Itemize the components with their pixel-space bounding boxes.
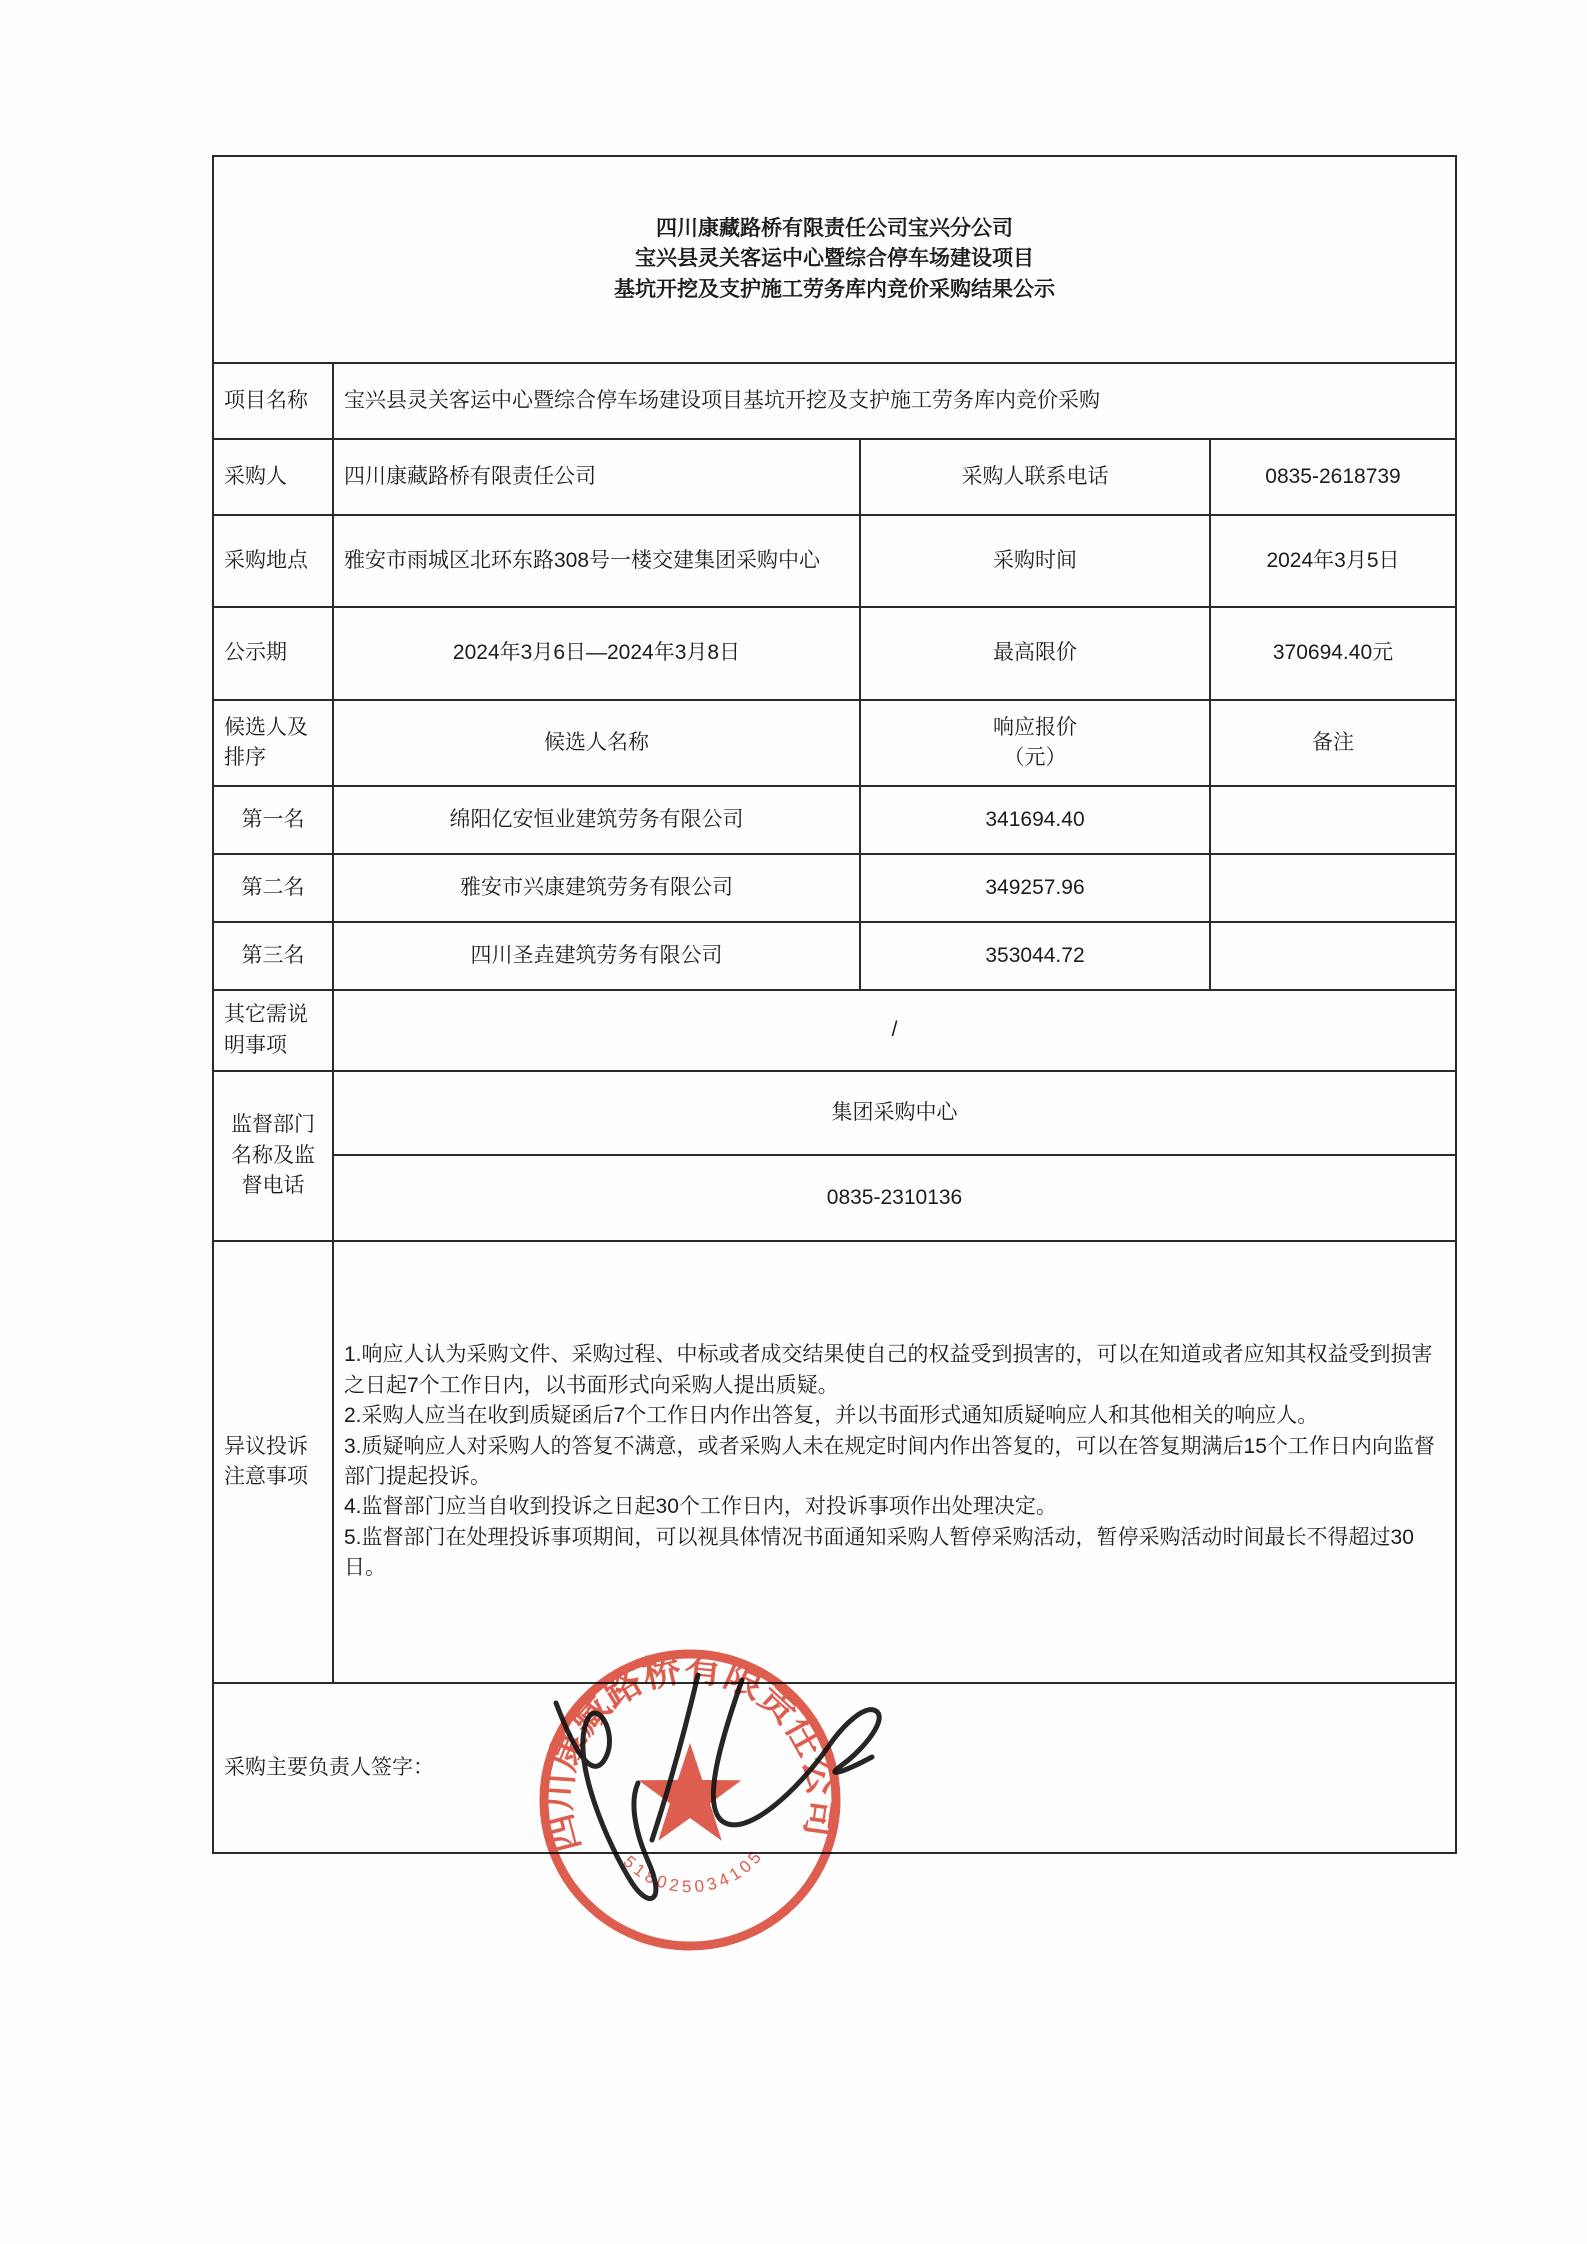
objection-item-3: 3.质疑响应人对采购人的答复不满意，或者采购人未在规定时间内作出答复的，可以在答复期满后15个工作日内向监督部门提起投诉。 [344, 1434, 1435, 1488]
purchaser-phone-value: 0835-2618739 [1210, 439, 1456, 515]
document-title [213, 156, 1456, 363]
candidate-3-remark [1210, 922, 1456, 990]
purchase-time-value: 2024年3月5日 [1210, 515, 1456, 607]
candidate-3-bid: 353044.72 [860, 922, 1210, 990]
candidate-2-bid: 349257.96 [860, 854, 1210, 922]
candidates-header-row [213, 700, 1456, 786]
candidate-1-rank: 第一名 [213, 786, 333, 854]
candidate-2-rank: 第二名 [213, 854, 333, 922]
seal-serial-number: 518025034105 [619, 1845, 768, 1897]
objection-item-1: 1.响应人认为采购文件、采购过程、中标或者成交结果使自己的权益受到损害的，可以在知道或者应知其权益受到损害之日起7个工作日内，以书面形式向采购人提出质疑。 [344, 1343, 1433, 1397]
candidates-rank-label: 候选人及排序 [213, 700, 333, 786]
objection-item-2: 2.采购人应当在收到质疑函后7个工作日内作出答复，并以书面形式通知质疑响应人和其他相关的响应人。 [344, 1404, 1319, 1428]
signature-label: 采购主要负责人签字： [224, 1755, 434, 1779]
candidate-row-2 [213, 854, 1456, 922]
purchaser-row [213, 439, 1456, 515]
publicity-period-value: 2024年3月6日—2024年3月8日 [333, 607, 860, 700]
candidate-2-remark [1210, 854, 1456, 922]
purchase-time-label: 采购时间 [860, 515, 1210, 607]
max-price-value: 370694.40元 [1210, 607, 1456, 700]
bid-header [860, 700, 1210, 786]
title-line-3: 基坑开挖及支护施工劳务库内竞价采购结果公示 [614, 277, 1055, 301]
candidate-3-name: 四川圣垚建筑劳务有限公司 [333, 922, 860, 990]
project-name-label: 项目名称 [213, 363, 333, 439]
purchaser-value: 四川康藏路桥有限责任公司 [333, 439, 860, 515]
bid-header-line2: （元） [1003, 746, 1067, 769]
purchaser-label: 采购人 [213, 439, 333, 515]
project-name-value: 宝兴县灵关客运中心暨综合停车场建设项目基坑开挖及支护施工劳务库内竞价采购 [333, 363, 1456, 439]
candidate-name-header: 候选人名称 [333, 700, 860, 786]
procurement-result-table [212, 155, 1457, 1854]
objection-label: 异议投诉注意事项 [213, 1241, 333, 1683]
other-notes-row [213, 990, 1456, 1071]
location-label: 采购地点 [213, 515, 333, 607]
remark-header: 备注 [1210, 700, 1456, 786]
title-line-1: 四川康藏路桥有限责任公司宝兴分公司 [656, 216, 1013, 240]
candidate-2-name: 雅安市兴康建筑劳务有限公司 [333, 854, 860, 922]
location-row [213, 515, 1456, 607]
candidate-1-name: 绵阳亿安恒业建筑劳务有限公司 [333, 786, 860, 854]
objection-row [213, 1241, 1456, 1683]
supervision-phone-value: 0835-2310136 [333, 1155, 1456, 1241]
objection-text [333, 1241, 1456, 1683]
candidate-3-rank: 第三名 [213, 922, 333, 990]
objection-item-5: 5.监督部门在处理投诉事项期间，可以视具体情况书面通知采购人暂停采购活动，暂停采购活动时间最长不得超过30日。 [344, 1525, 1414, 1580]
objection-item-4: 4.监督部门应当自收到投诉之日起30个工作日内，对投诉事项作出处理决定。 [344, 1495, 1057, 1519]
candidate-1-remark [1210, 786, 1456, 854]
title-row [213, 156, 1456, 363]
candidate-row-1 [213, 786, 1456, 854]
supervision-dept-row [213, 1071, 1456, 1155]
candidate-1-bid: 341694.40 [860, 786, 1210, 854]
project-name-row [213, 363, 1456, 439]
publicity-period-row [213, 607, 1456, 700]
seal-company-text: 四川康藏路桥有限责任公司 [537, 1647, 844, 1857]
signature-row [213, 1683, 1456, 1853]
supervision-label: 监督部门名称及监督电话 [213, 1071, 333, 1241]
candidate-row-3 [213, 922, 1456, 990]
other-notes-label: 其它需说明事项 [213, 990, 333, 1071]
location-value: 雅安市雨城区北环东路308号一楼交建集团采购中心 [333, 515, 860, 607]
signature-cell [213, 1683, 1456, 1853]
publicity-period-label: 公示期 [213, 607, 333, 700]
max-price-label: 最高限价 [860, 607, 1210, 700]
title-line-2: 宝兴县灵关客运中心暨综合停车场建设项目 [635, 247, 1034, 271]
purchaser-phone-label: 采购人联系电话 [860, 439, 1210, 515]
other-notes-value: / [333, 990, 1456, 1071]
supervision-phone-row [213, 1155, 1456, 1241]
bid-header-line1: 响应报价 [993, 715, 1077, 739]
supervision-dept-value: 集团采购中心 [333, 1071, 1456, 1155]
